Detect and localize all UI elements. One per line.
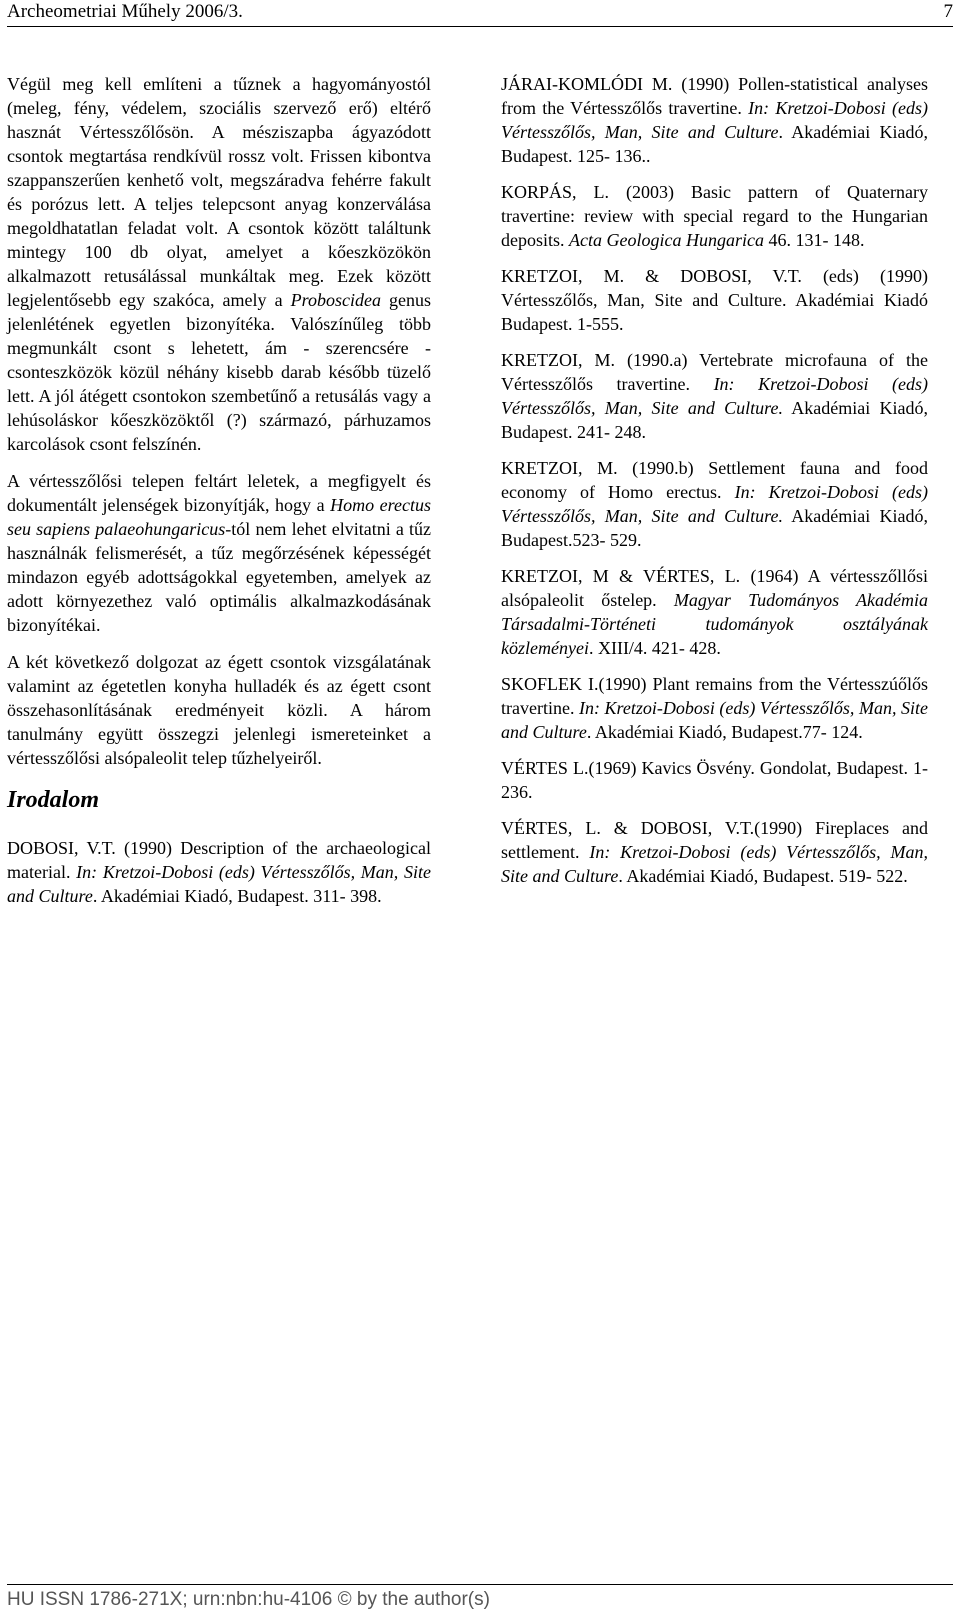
left-column	[7, 72, 431, 920]
reference-item: KRETZOI, M. & DOBOSI, V.T. (eds) (1990) Vértesszőlős, Man, Site and Culture. Akadémiai Kiadó Budapest. 1-555.	[501, 266, 928, 334]
reference-item: SKOFLEK I.(1990) Plant remains from the Vértesszúőlős travertine. In: Kretzoi-Dobosi (eds) Vértesszőlős, Man, Site and Culture. Akadémiai Kiadó, Budapest.77- 124.	[501, 674, 928, 742]
journal-title: Archeometriai Műhely 2006/3.	[7, 1, 243, 22]
page-number: 7	[943, 1, 953, 22]
paragraph-evidence: A vértesszőlősi telepen feltárt leletek, a megfigyelt és dokumentált jelenségek bizonyítják, hogy a Homo erectus seu sapiens palaeohungaricus-tól nem lehet elvitatni a tűz használnák felismerését, a tűz megőrzésének képességét mindazon egyéb adottságokkal egyetemben, amelyek az adott környezethez való optimális alkalmazkodásának bizonyítékai.	[7, 471, 431, 635]
reference-item: KRETZOI, M. (1990.a) Vertebrate microfauna of the Vértesszőlős travertine. In: Kretzoi-Dobosi (eds) Vértesszőlős, Man, Site and Culture. Akadémiai Kiadó, Budapest. 241- 248.	[501, 350, 929, 442]
page-footer	[7, 1584, 953, 1619]
paragraph-next-studies: A két következő dolgozat az égett csontok vizsgálatának valamint az égetetlen konyha hulladék és az égett csont összehasonlításának eredményeit közli. A három tanulmány együtt összegzi jelenlegi ismereteinket a vértesszőlősi alsópaleolit telep tűzhelyeiről.	[7, 652, 431, 768]
footer-issn: HU ISSN 1786-271X; urn:nbn:hu-4106 © by the author(s)	[7, 1589, 490, 1610]
reference-item: KRETZOI, M & VÉRTES, L. (1964) A vértesszőllősi alsópaleolit őstelep. Magyar Tudományos Akadémia Társadalmi-Történeti tudományok osztályának közleményei. XIII/4. 421- 428.	[501, 566, 928, 658]
reference-item: DOBOSI, V.T. (1990) Description of the archaeological material. In: Kretzoi-Dobosi (eds) Vértesszőlős, Man, Site and Culture. Akadémiai Kiadó, Budapest. 311- 398.	[7, 838, 431, 906]
right-column	[501, 72, 928, 900]
reference-item: KORPÁS, L. (2003) Basic pattern of Quaternary travertine: review with special regard to the Hungarian deposits. Acta Geologica Hungarica 46. 131- 148.	[501, 182, 928, 250]
reference-item: KRETZOI, M. (1990.b) Settlement fauna and food economy of Homo erectus. In: Kretzoi-Dobosi (eds) Vértesszőlős, Man, Site and Culture. Akadémiai Kiadó, Budapest.523- 529.	[501, 458, 929, 550]
paragraph-fire-uses: Végül meg kell említeni a tűznek a hagyományostól (meleg, fény, védelem, szociális szervező erő) eltérő hasznát Vértesszőlősön. A mésziszapba ágyazódott csontok megtartása rendkívül rossz volt. Frissen kibontva szappanszerűen kenhető volt, megszáradva fehérre fakult és porózus lett. A teljes telepcsont anyag konzerválása megoldhatatlan feladat volt. A csontok között találtunk mintegy 100 db olyat, amelyet a kőeszközökön alkalmazott retusálással munkáltak meg. Ezek között legjelentősebb egy szakóca, amely a Proboscidea genus jelenlétének egyetlen bizonyítéka. Valószínűleg több megmunkált csont s lehetett, ám - szerencsére - csonteszközök közül néhány kisebb darab később tüzelő lett. A jól átégett csontokon szembetűnő a retusálás vagy a lehúsoláskor kőeszközöktől (?) származó, párhuzamos karcolások csont felszínén.	[7, 74, 431, 454]
section-title-references: Irodalom	[7, 787, 100, 813]
reference-item: VÉRTES, L. & DOBOSI, V.T.(1990) Fireplaces and settlement. In: Kretzoi-Dobosi (eds) Vértesszőlős, Man, Site and Culture. Akadémiai Kiadó, Budapest. 519- 522.	[501, 818, 928, 886]
reference-item: VÉRTES L.(1969) Kavics Ösvény. Gondolat, Budapest. 1-236.	[501, 758, 928, 802]
page-header	[7, 0, 953, 27]
reference-item: JÁRAI-KOMLÓDI M. (1990) Pollen-statistical analyses from the Vértesszőlős travertine. In: Kretzoi-Dobosi (eds) Vértesszőlős, Man, Site and Culture. Akadémiai Kiadó, Budapest. 125- 136..	[501, 74, 929, 166]
